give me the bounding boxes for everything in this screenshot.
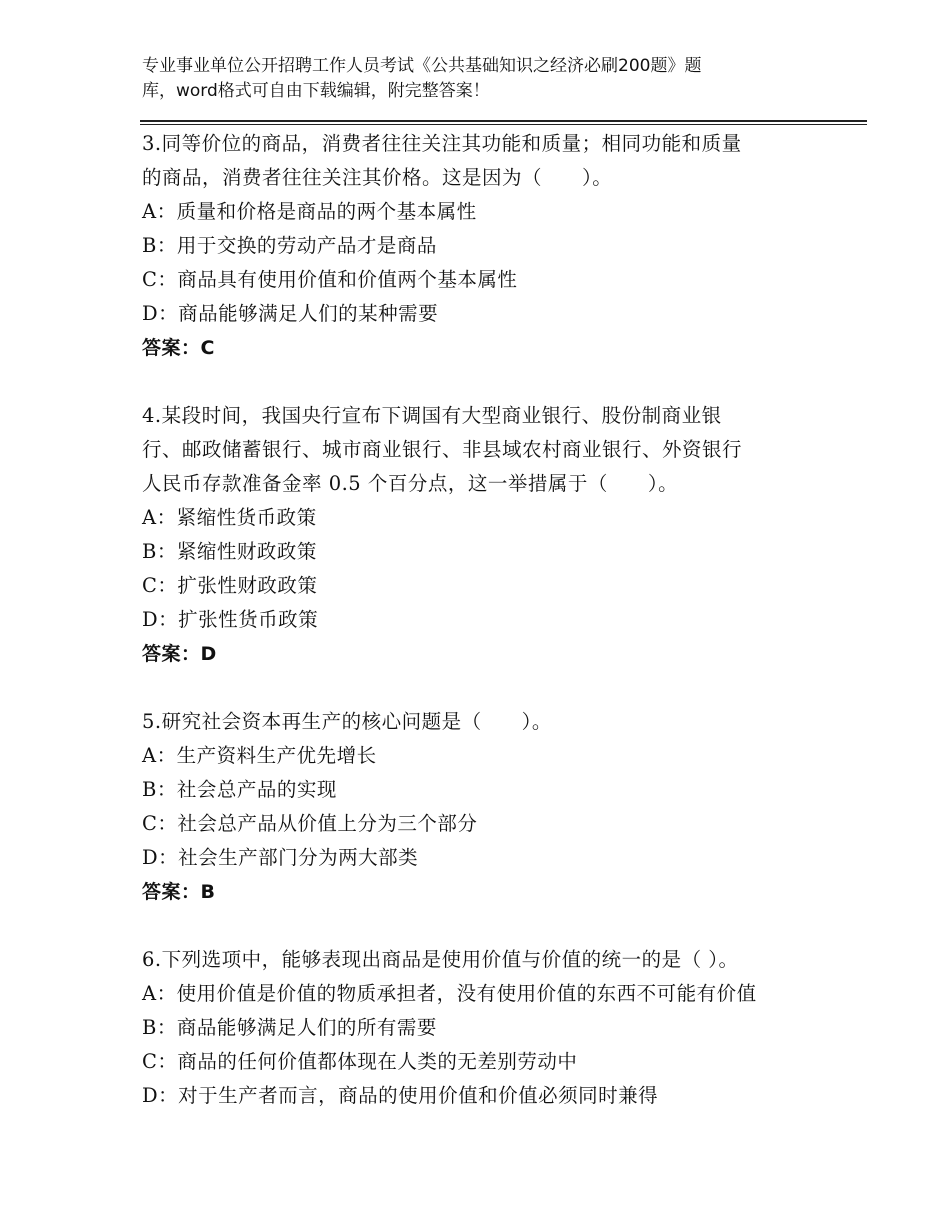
question-stem-line: 行、邮政储蓄银行、城市商业银行、非县域农村商业银行、外资银行 (142, 438, 743, 461)
question-stem-line: 的商品，消费者往往关注其价格。这是因为（ ）。 (142, 166, 613, 189)
header-line-2: 库，word格式可自由下载编辑，附完整答案！ (142, 81, 490, 101)
question-6 (142, 943, 872, 1113)
option-a: A：紧缩性货币政策 (142, 506, 317, 529)
header-rule-thick (140, 120, 867, 122)
answer: 答案：B (142, 881, 216, 903)
option-a: A：生产资料生产优先增长 (142, 744, 377, 767)
answer: 答案：C (142, 337, 215, 359)
header-rule-thin (140, 124, 867, 125)
option-a: A：质量和价格是商品的两个基本属性 (142, 200, 477, 223)
option-d: D：扩张性货币政策 (142, 608, 319, 631)
header-line-1: 专业事业单位公开招聘工作人员考试《公共基础知识之经济必刷200题》题 (142, 56, 702, 76)
option-a: A：使用价值是价值的物质承担者，没有使用价值的东西不可能有价值 (142, 982, 757, 1005)
question-stem-line: 4.某段时间，我国央行宣布下调国有大型商业银行、股份制商业银 (142, 404, 722, 427)
question-5 (142, 705, 872, 909)
option-c: C：扩张性财政政策 (142, 574, 318, 597)
question-3 (142, 127, 872, 365)
option-c: C：商品的任何价值都体现在人类的无差别劳动中 (142, 1050, 578, 1073)
question-stem-line: 3.同等价位的商品，消费者往往关注其功能和质量；相同功能和质量 (142, 132, 742, 155)
answer: 答案：D (142, 643, 217, 665)
option-b: B：社会总产品的实现 (142, 778, 337, 801)
question-4 (142, 399, 872, 671)
document-header (142, 54, 822, 104)
option-d: D：商品能够满足人们的某种需要 (142, 302, 439, 325)
option-c: C：商品具有使用价值和价值两个基本属性 (142, 268, 518, 291)
question-list (142, 127, 872, 1113)
option-b: B：商品能够满足人们的所有需要 (142, 1016, 437, 1039)
option-d: D：社会生产部门分为两大部类 (142, 846, 419, 869)
option-c: C：社会总产品从价值上分为三个部分 (142, 812, 478, 835)
option-d: D：对于生产者而言，商品的使用价值和价值必须同时兼得 (142, 1084, 659, 1107)
question-stem-line: 6.下列选项中，能够表现出商品是使用价值与价值的统一的是（ ）。 (142, 948, 739, 971)
option-b: B：紧缩性财政政策 (142, 540, 317, 563)
question-stem-line: 人民币存款准备金率 0.5 个百分点，这一举措属于（ ）。 (142, 472, 679, 495)
question-stem-line: 5.研究社会资本再生产的核心问题是（ ）。 (142, 710, 552, 733)
option-b: B：用于交换的劳动产品才是商品 (142, 234, 437, 257)
